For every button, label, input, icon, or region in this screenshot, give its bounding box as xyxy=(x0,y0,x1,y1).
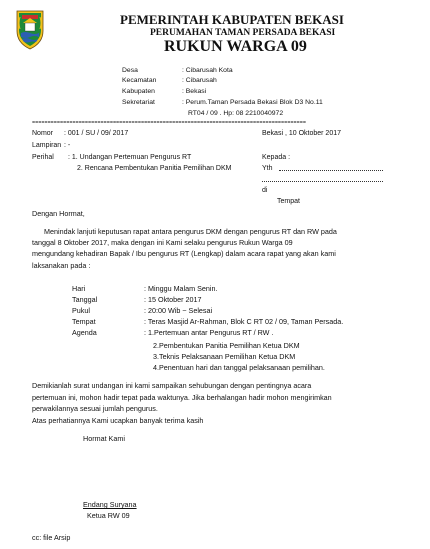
nomor-label: Nomor xyxy=(32,130,54,137)
agenda-item-3: 3.Teknis Pelaksanaan Pemilihan Ketua DKM xyxy=(153,352,296,361)
info-label-desa: Desa xyxy=(122,67,138,74)
header-line-government: PEMERINTAH KABUPATEN BEKASI xyxy=(120,12,344,27)
perihal-item-1: : 1. Undangan Pertemuan Pengurus RT xyxy=(68,154,192,161)
schedule-value-agenda: : 1.Pertemuan antar Pengurus RT / RW . xyxy=(144,328,274,337)
info-label-kecamatan: Kecamatan xyxy=(122,77,157,84)
agenda-item-2: 2.Pembentukan Panitia Pemilihan Ketua DKM xyxy=(153,341,300,350)
bekasi-coat-of-arms-logo xyxy=(14,9,46,50)
header-line-housing: PERUMAHAN TAMAN PERSADA BEKASI xyxy=(150,28,336,38)
schedule-value-hari: : Minggu Malam Senin. xyxy=(144,284,218,293)
kepada-label: Kepada : xyxy=(262,154,291,161)
paragraph-2-line-4: Atas perhatiannya Kami ucapkan banyak terima kasih xyxy=(32,416,204,425)
tempat-label: Tempat xyxy=(277,198,300,205)
info-value-sekretariat-cont: RT04 / 09 . Hp: 08 2210040972 xyxy=(188,110,284,117)
info-value-desa: : Cibarusah Kota xyxy=(182,67,233,74)
info-value-kabupaten: : Bekasi xyxy=(182,88,207,95)
schedule-label-agenda: Agenda xyxy=(72,328,97,337)
signatory-name: Endang Suryana xyxy=(83,500,137,509)
signatory-role: Ketua RW 09 xyxy=(87,511,130,520)
header-separator: ======================================================================================== xyxy=(32,120,306,126)
paragraph-2-line-2: pertemuan ini, mohon hadir tepat pada waktunya. Jika berhalangan hadir mohon mengirimkan xyxy=(32,393,332,402)
schedule-label-hari: Hari xyxy=(72,284,86,293)
header-line-rw: RUKUN WARGA 09 xyxy=(164,38,307,55)
agenda-item-4: 4.Penentuan hari dan tanggal pelaksanaan pemilihan. xyxy=(153,363,325,372)
letter-date: Bekasi , 10 Oktober 2017 xyxy=(262,130,341,137)
paragraph-1-line-4: laksanakan pada : xyxy=(32,261,91,270)
paragraph-1-line-1: Menindak lanjuti keputusan rapat antara pengurus DKM dengan pengurus RT dan RW pada xyxy=(44,227,337,236)
yth-label: Yth xyxy=(262,165,273,172)
nomor-value: : 001 / SU / 09/ 2017 xyxy=(64,130,129,137)
lampiran-label: Lampiran xyxy=(32,142,62,149)
info-value-sekretariat: : Perum.Taman Persada Bekasi Blok D3 No.11 xyxy=(182,99,323,106)
schedule-value-tempat: : Teras Masjid Ar-Rahman, Blok C RT 02 / 09, Taman Persada. xyxy=(144,317,344,326)
recipient-dotted-line-2 xyxy=(262,175,383,182)
schedule-label-tempat: Tempat xyxy=(72,317,96,326)
perihal-item-2: 2. Rencana Pembentukan Panitia Pemilihan DKM xyxy=(77,165,232,172)
paragraph-2-line-3: perwakilannya sesuai jumlah pengurus. xyxy=(32,404,158,413)
greeting: Dengan Hormat, xyxy=(32,209,85,218)
schedule-value-pukul: : 20:00 Wib ~ Selesai xyxy=(144,306,213,315)
schedule-label-pukul: Pukul xyxy=(72,306,90,315)
info-label-kabupaten: Kabupaten xyxy=(122,88,155,95)
closing-hormat-kami: Hormat Kami xyxy=(83,434,125,443)
cc-note: cc: file Arsip xyxy=(32,533,71,542)
recipient-dotted-line-1 xyxy=(279,164,383,171)
schedule-value-tanggal: : 15 Oktober 2017 xyxy=(144,295,202,304)
paragraph-1-line-2: tanggal 8 Oktober 2017, maka dengan ini Kami selaku pengurus Rukun Warga 09 xyxy=(32,238,293,247)
paragraph-2-line-1: Demikianlah surat undangan ini kami sampaikan sehubungan dengan pentingnya acara xyxy=(32,381,312,390)
paragraph-1-line-3: mengundang kehadiran Bapak / Ibu pengurus RT (Lengkap) dalam acara rapat yang akan kami xyxy=(32,249,336,258)
di-label: di xyxy=(262,187,268,194)
perihal-label: Perihal xyxy=(32,154,54,161)
info-label-sekretariat: Sekretariat xyxy=(122,99,155,106)
lampiran-value: : - xyxy=(64,142,71,149)
info-value-kecamatan: : Cibarusah xyxy=(182,77,217,84)
schedule-label-tanggal: Tanggal xyxy=(72,295,98,304)
